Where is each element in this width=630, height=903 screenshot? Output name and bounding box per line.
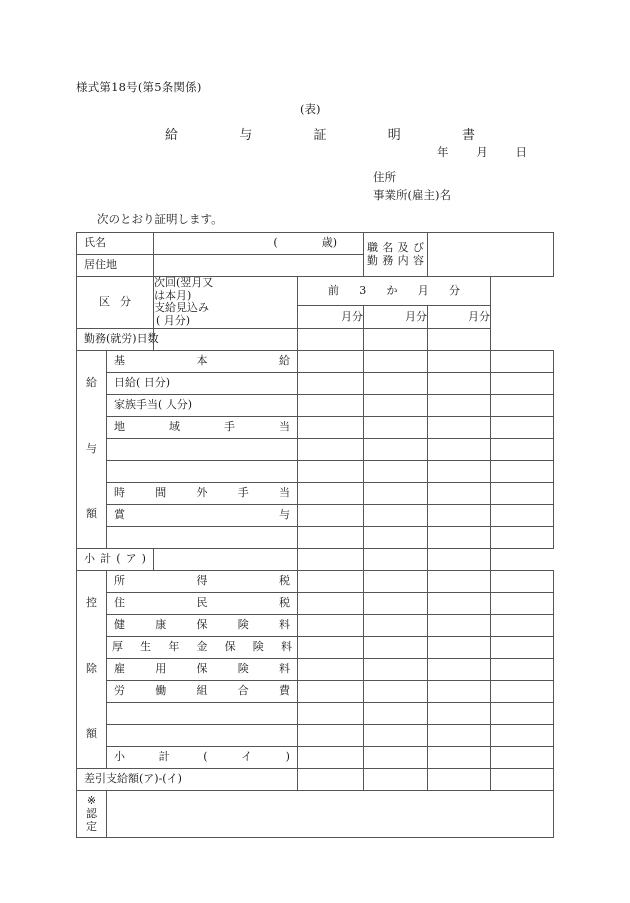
- union-fee-next-cell[interactable]: [298, 680, 364, 702]
- union-fee-month1-cell[interactable]: [364, 680, 428, 702]
- basic-pay-next-cell[interactable]: [298, 350, 364, 372]
- resident-tax-label-cell: [107, 592, 298, 614]
- health-ins-char-1: 健: [114, 617, 125, 631]
- income-tax-label-cell: [107, 570, 298, 592]
- pay-subtotal-char-1: 小: [84, 551, 95, 565]
- work-days-label-cell: [77, 328, 159, 350]
- table-row-deduction-subtotal: [77, 746, 554, 768]
- pay-subtotal-char-3: (: [116, 551, 121, 565]
- regional-allowance-next-cell[interactable]: [298, 416, 364, 438]
- employment-insurance-label: [107, 663, 297, 676]
- pay-label-char-2: 与: [86, 441, 97, 455]
- pension-char-2: 生: [140, 639, 152, 653]
- work-days-month2-cell[interactable]: [364, 328, 428, 350]
- basic-pay-char-3: 給: [279, 353, 290, 367]
- pay-blank-3-month1-cell[interactable]: [364, 526, 428, 548]
- overtime-next-cell[interactable]: [298, 482, 364, 504]
- title-char-2: 与: [239, 128, 253, 143]
- certification-char-1: ※: [86, 793, 97, 807]
- certification-label-cell: [77, 790, 107, 838]
- regional-char-3: 手: [224, 419, 235, 433]
- overtime-char-5: 当: [279, 485, 290, 499]
- prev-three-months-header: [298, 277, 491, 306]
- resident-tax-month2-cell[interactable]: [428, 592, 491, 614]
- job-title-value-cell[interactable]: [428, 233, 554, 277]
- job-title-char-1: 職: [367, 240, 378, 254]
- resident-tax-month3-cell[interactable]: [491, 592, 554, 614]
- bonus-char-1: 賞: [114, 507, 125, 521]
- family-allowance-month2-cell[interactable]: [428, 394, 491, 416]
- employment-insurance-month2-cell[interactable]: [428, 658, 491, 680]
- table-row-work-days: [77, 328, 554, 350]
- bonus-month2-cell[interactable]: [428, 504, 491, 526]
- residence-value-cell[interactable]: [154, 255, 364, 277]
- pay-label-char-1: 給: [86, 376, 97, 390]
- resident-tax-char-1: 住: [114, 595, 125, 609]
- daily-pay-month1-cell[interactable]: [364, 372, 428, 394]
- union-fee-label: [107, 685, 297, 698]
- pay-subtotal-label: [77, 553, 153, 566]
- job-title-char-3: 及: [397, 240, 409, 254]
- basic-pay-month3-cell[interactable]: [491, 350, 554, 372]
- overtime-month2-cell[interactable]: [428, 482, 491, 504]
- date-line: [437, 144, 527, 160]
- bonus-label-cell: [107, 504, 298, 526]
- certification-char-3: 定: [86, 819, 97, 833]
- pay-blank-1-month1-cell[interactable]: [364, 438, 428, 460]
- basic-pay-label-cell: [107, 350, 298, 372]
- overtime-label-cell: [107, 482, 298, 504]
- pay-blank-3-month2-cell[interactable]: [428, 526, 491, 548]
- overtime-char-2: 間: [155, 485, 167, 499]
- basic-pay-month2-cell[interactable]: [428, 350, 491, 372]
- resident-tax-char-2: 民: [196, 595, 208, 609]
- union-fee-label-cell: [107, 680, 298, 702]
- work-days-char-5: 日: [136, 331, 148, 345]
- certification-value-cell[interactable]: [107, 790, 554, 838]
- overtime-char-4: 手: [237, 485, 249, 499]
- income-tax-char-3: 税: [279, 573, 290, 587]
- table-row-name: [77, 233, 554, 255]
- pay-subtotal-month3-cell[interactable]: [428, 548, 491, 570]
- employment-insurance-month1-cell[interactable]: [364, 658, 428, 680]
- deduction-blank-1-next-cell[interactable]: [298, 702, 364, 724]
- union-fee-char-3: 組: [196, 683, 208, 697]
- work-days-char-6: 数: [147, 331, 159, 345]
- date-day-label: 日: [515, 145, 527, 159]
- net-pay-month3-cell[interactable]: [491, 768, 554, 790]
- work-days-label: [77, 331, 159, 346]
- employment-insurance-month3-cell[interactable]: [491, 658, 554, 680]
- job-duty-char-2: 務: [382, 253, 394, 267]
- next-payment-line-2: は本月): [154, 288, 192, 302]
- next-payment-line-3: 支給見込み: [154, 301, 209, 315]
- regional-allowance-label-cell: [107, 416, 298, 438]
- name-label-cell: [77, 233, 154, 255]
- deduction-blank-2-next-cell[interactable]: [298, 724, 364, 746]
- pay-blank-3-next-cell[interactable]: [298, 526, 364, 548]
- certification-char-2: 認: [86, 806, 97, 820]
- work-days-char-1: 勤: [84, 331, 95, 345]
- pay-blank-3-label-cell[interactable]: [107, 526, 298, 548]
- pay-subtotal-month1-cell[interactable]: [298, 548, 364, 570]
- form-number: 様式第18号(第5条関係): [76, 80, 202, 94]
- health-insurance-next-cell[interactable]: [298, 614, 364, 636]
- table-row-overtime: [77, 482, 554, 504]
- deduction-label-char-2: 除: [86, 661, 97, 675]
- income-tax-month1-cell[interactable]: [364, 570, 428, 592]
- table-row-basic-pay: [77, 350, 554, 372]
- job-duty-char-4: 容: [412, 253, 424, 267]
- page-title: [165, 124, 475, 143]
- deduction-subtotal-next-cell[interactable]: [298, 746, 364, 768]
- net-pay-next-cell[interactable]: [298, 768, 364, 790]
- job-duty-char-1: 勤: [367, 253, 378, 267]
- prev3-char-4: 月: [417, 283, 429, 297]
- regional-char-4: 当: [279, 419, 290, 433]
- deduction-label-char-3: 額: [86, 727, 97, 741]
- salary-certificate-table: [76, 232, 553, 838]
- job-title-char-4: び: [412, 240, 424, 254]
- pay-subtotal-label-cell: [77, 548, 154, 570]
- basic-pay-char-1: 基: [114, 353, 125, 367]
- health-insurance-label-cell: [107, 614, 298, 636]
- certification-label: [77, 787, 106, 842]
- deduction-subtotal-char-2: 計: [158, 749, 170, 763]
- next-payment-header-cell: [154, 277, 298, 329]
- issuer-block: [373, 168, 451, 204]
- residence-label-cell: [77, 255, 154, 277]
- health-insurance-month3-cell[interactable]: [491, 614, 554, 636]
- deduction-blank-2-label-cell[interactable]: [107, 724, 298, 746]
- deduction-blank-2-month1-cell[interactable]: [364, 724, 428, 746]
- family-allowance-label-cell: [107, 394, 298, 416]
- deduction-blank-2-month2-cell[interactable]: [428, 724, 491, 746]
- health-insurance-month2-cell[interactable]: [428, 614, 491, 636]
- overtime-char-1: 時: [114, 485, 125, 499]
- pension-char-3: 年: [168, 639, 180, 653]
- pension-insurance-month2-cell[interactable]: [428, 636, 491, 658]
- deduction-subtotal-char-3: (: [203, 749, 208, 763]
- regional-allowance-month2-cell[interactable]: [428, 416, 491, 438]
- income-tax-next-cell[interactable]: [298, 570, 364, 592]
- pay-label-char-3: 額: [86, 507, 97, 521]
- kubun-header-cell: [77, 277, 154, 329]
- pay-subtotal-char-2: 計: [100, 551, 112, 565]
- month-column-1-header: 月分: [298, 306, 364, 328]
- date-year-label: 年: [437, 145, 449, 159]
- union-fee-char-4: 合: [237, 683, 249, 697]
- title-char-4: 明: [387, 128, 401, 143]
- table-row-deduction-blank-2: [77, 724, 554, 746]
- pay-blank-2-next-cell[interactable]: [298, 460, 364, 482]
- next-payment-line-4: ( 月分): [156, 313, 191, 327]
- table-row-regional-allowance: [77, 416, 554, 438]
- table-row-pay-blank-3: [77, 526, 554, 548]
- pension-char-6: 険: [252, 639, 264, 653]
- table-row-union-fee: [77, 680, 554, 702]
- basic-pay-label: [107, 355, 297, 368]
- income-tax-char-2: 得: [196, 573, 208, 587]
- regional-allowance-month3-cell[interactable]: [491, 416, 554, 438]
- pension-char-4: 金: [196, 639, 208, 653]
- title-char-1: 給: [165, 128, 179, 143]
- prev3-char-2: 3: [359, 283, 367, 297]
- table-row-income-tax: [77, 570, 554, 592]
- bonus-next-cell[interactable]: [298, 504, 364, 526]
- net-pay-month1-cell[interactable]: [364, 768, 428, 790]
- employment-ins-char-2: 用: [155, 661, 167, 675]
- deduction-subtotal-char-1: 小: [114, 749, 125, 763]
- resident-tax-month1-cell[interactable]: [364, 592, 428, 614]
- pension-insurance-label-cell: [107, 636, 298, 658]
- pay-subtotal-month2-cell[interactable]: [364, 548, 428, 570]
- prev3-char-3: か: [386, 283, 398, 297]
- income-tax-month2-cell[interactable]: [428, 570, 491, 592]
- pay-blank-1-next-cell[interactable]: [298, 438, 364, 460]
- work-days-char-4: 労): [121, 331, 137, 345]
- table-row-pension-insurance: [77, 636, 554, 658]
- kubun-char-1: 区: [99, 294, 110, 308]
- union-fee-char-1: 労: [114, 683, 125, 697]
- pay-blank-2-month2-cell[interactable]: [428, 460, 491, 482]
- table-row-net-pay: [77, 768, 554, 790]
- table-row-family-allowance: [77, 394, 554, 416]
- table-row-daily-pay: [77, 372, 554, 394]
- job-title-char-2: 名: [382, 240, 394, 254]
- health-ins-char-5: 料: [279, 617, 290, 631]
- family-allowance-month3-cell[interactable]: [491, 394, 554, 416]
- basic-pay-char-2: 本: [196, 353, 208, 367]
- pay-blank-1-label-cell[interactable]: [107, 438, 298, 460]
- resident-tax-label: [107, 597, 297, 610]
- work-days-char-3: (就: [106, 331, 122, 345]
- deduction-subtotal-label-cell: [107, 746, 298, 768]
- income-tax-month3-cell[interactable]: [491, 570, 554, 592]
- residence-label: 居住地: [84, 258, 117, 272]
- intro-statement: 次のとおり証明します。: [97, 212, 223, 226]
- job-title-line-2: [364, 255, 427, 268]
- union-fee-char-5: 費: [279, 683, 290, 697]
- month-column-2-header: 月分: [364, 306, 428, 328]
- net-pay-month2-cell[interactable]: [428, 768, 491, 790]
- table-row-resident-tax: [77, 592, 554, 614]
- age-field: [154, 237, 363, 250]
- pay-blank-1-month3-cell[interactable]: [491, 438, 554, 460]
- deduction-subtotal-month3-cell[interactable]: [491, 746, 554, 768]
- deduction-subtotal-char-4: イ: [241, 749, 253, 763]
- regional-char-2: 域: [169, 419, 180, 433]
- pay-blank-3-month3-cell[interactable]: [491, 526, 554, 548]
- pension-insurance-month1-cell[interactable]: [364, 636, 428, 658]
- daily-pay-month3-cell[interactable]: [491, 372, 554, 394]
- table-row-pay-subtotal: [77, 548, 554, 570]
- prev-three-months-label: [298, 285, 490, 298]
- employment-ins-char-5: 料: [279, 661, 290, 675]
- age-paren-open: (: [273, 236, 278, 250]
- health-ins-char-3: 保: [196, 617, 208, 631]
- job-duty-char-3: 内: [397, 253, 409, 267]
- pension-insurance-next-cell[interactable]: [298, 636, 364, 658]
- pay-subtotal-next-cell[interactable]: [154, 548, 298, 570]
- table-row-column-headers: [77, 277, 554, 306]
- deduction-subtotal-month1-cell[interactable]: [364, 746, 428, 768]
- side-marker: (表): [300, 102, 321, 116]
- work-days-next-cell[interactable]: [154, 328, 298, 350]
- family-allowance-next-cell[interactable]: [298, 394, 364, 416]
- pension-insurance-month3-cell[interactable]: [491, 636, 554, 658]
- pay-section-label-cell: [77, 350, 107, 548]
- overtime-char-3: 外: [196, 485, 208, 499]
- pension-insurance-label: [107, 641, 297, 654]
- health-ins-char-4: 険: [237, 617, 249, 631]
- bonus-char-2: 与: [279, 507, 290, 521]
- table-row-pay-blank-1: [77, 438, 554, 460]
- regional-allowance-label: [107, 421, 297, 434]
- union-fee-month2-cell[interactable]: [428, 680, 491, 702]
- prev3-char-1: 前: [328, 283, 339, 297]
- health-insurance-label: [107, 619, 297, 632]
- pay-blank-2-month3-cell[interactable]: [491, 460, 554, 482]
- deduction-subtotal-char-5: ): [285, 749, 290, 763]
- table-row-deduction-blank-1: [77, 702, 554, 724]
- union-fee-char-2: 働: [155, 683, 167, 697]
- pay-blank-2-label-cell[interactable]: [107, 460, 298, 482]
- income-tax-label: [107, 575, 297, 588]
- family-allowance-label: 家族手当( 人分): [114, 397, 193, 411]
- table-row-employment-insurance: [77, 658, 554, 680]
- pension-char-5: 保: [224, 639, 236, 653]
- daily-pay-next-cell[interactable]: [298, 372, 364, 394]
- daily-pay-month2-cell[interactable]: [428, 372, 491, 394]
- net-pay-label: 差引支給額(ア)-(イ): [84, 771, 182, 785]
- resident-tax-char-3: 税: [279, 595, 290, 609]
- pay-subtotal-char-4: ア: [125, 551, 137, 565]
- employment-ins-char-3: 保: [196, 661, 208, 675]
- name-label: 氏名: [84, 236, 106, 250]
- deduction-subtotal-month2-cell[interactable]: [428, 746, 491, 768]
- employment-ins-char-4: 険: [237, 661, 249, 675]
- deduction-blank-1-month1-cell[interactable]: [364, 702, 428, 724]
- union-fee-month3-cell[interactable]: [491, 680, 554, 702]
- title-char-5: 書: [461, 128, 475, 143]
- bonus-month3-cell[interactable]: [491, 504, 554, 526]
- bonus-label: [107, 509, 297, 522]
- job-title-label-cell: [364, 233, 428, 277]
- bonus-month1-cell[interactable]: [364, 504, 428, 526]
- prev3-char-5: 分: [449, 283, 460, 297]
- pension-char-1: 厚: [112, 639, 123, 653]
- table-row-certification: [77, 790, 554, 838]
- address-label: 住所: [373, 170, 396, 184]
- regional-allowance-month1-cell[interactable]: [364, 416, 428, 438]
- work-days-char-2: 務: [95, 331, 106, 345]
- job-title-line-1: [364, 242, 427, 255]
- employer-name-label: 事業所(雇主)名: [373, 188, 451, 202]
- regional-char-1: 地: [114, 419, 125, 433]
- table-row-bonus: [77, 504, 554, 526]
- pay-subtotal-char-5: ): [141, 551, 146, 565]
- next-payment-line-1: 次回(翌月又: [154, 276, 214, 289]
- kubun-char-2: 分: [120, 294, 131, 308]
- employment-insurance-next-cell[interactable]: [298, 658, 364, 680]
- pay-section-label: [77, 351, 106, 548]
- age-unit: 歳): [321, 236, 337, 250]
- deduction-section-label: [77, 571, 106, 768]
- deduction-blank-1-month3-cell[interactable]: [491, 702, 554, 724]
- work-days-month1-cell[interactable]: [298, 328, 364, 350]
- overtime-month3-cell[interactable]: [491, 482, 554, 504]
- deduction-blank-1-month2-cell[interactable]: [428, 702, 491, 724]
- basic-pay-month1-cell[interactable]: [364, 350, 428, 372]
- name-value-cell[interactable]: [154, 233, 364, 255]
- deduction-blank-1-label-cell[interactable]: [107, 702, 298, 724]
- net-pay-label-cell: [77, 768, 298, 790]
- deduction-blank-2-month3-cell[interactable]: [491, 724, 554, 746]
- table-row-pay-blank-2: [77, 460, 554, 482]
- table-row-health-insurance: [77, 614, 554, 636]
- deduction-section-label-cell: [77, 570, 107, 768]
- pension-char-7: 料: [280, 639, 292, 653]
- overtime-month1-cell[interactable]: [364, 482, 428, 504]
- deduction-label-char-1: 控: [86, 596, 97, 610]
- month-column-3-header: 月分: [428, 306, 491, 328]
- date-month-label: 月: [476, 145, 488, 159]
- kubun-label: [77, 296, 153, 309]
- income-tax-char-1: 所: [114, 573, 125, 587]
- overtime-label: [107, 487, 297, 500]
- title-char-3: 証: [313, 128, 327, 143]
- pay-blank-1-month2-cell[interactable]: [428, 438, 491, 460]
- deduction-subtotal-label: [107, 751, 297, 764]
- employment-ins-char-1: 雇: [114, 661, 125, 675]
- family-allowance-month1-cell[interactable]: [364, 394, 428, 416]
- health-insurance-month1-cell[interactable]: [364, 614, 428, 636]
- resident-tax-next-cell[interactable]: [298, 592, 364, 614]
- employment-insurance-label-cell: [107, 658, 298, 680]
- daily-pay-label-cell: [107, 372, 298, 394]
- work-days-month3-cell[interactable]: [428, 328, 491, 350]
- pay-blank-2-month1-cell[interactable]: [364, 460, 428, 482]
- daily-pay-label: 日給( 日分): [114, 375, 171, 389]
- health-ins-char-2: 康: [155, 617, 167, 631]
